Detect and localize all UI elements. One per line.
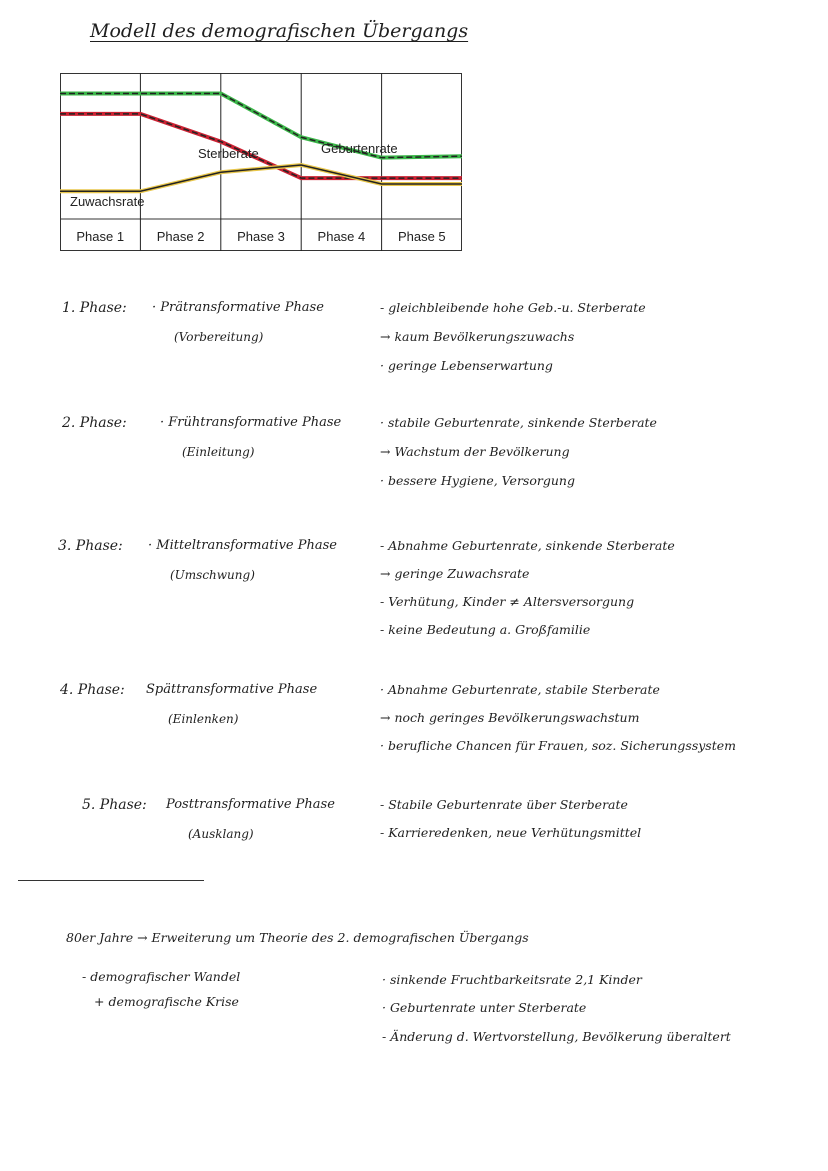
phase-name: 1. Phase: xyxy=(62,300,127,316)
phase-subtitle: (Vorbereitung) xyxy=(174,330,264,344)
phase-note: - gleichbleibende hohe Geb.-u. Sterberate xyxy=(380,300,646,315)
zuwachsrate-label: Zuwachsrate xyxy=(70,194,145,209)
demographic-transition-chart xyxy=(60,73,462,251)
bottom-left-item: - demografischer Wandel xyxy=(82,969,241,984)
phase-type: Posttransformative Phase xyxy=(166,797,335,812)
bottom-left-item: + demografische Krise xyxy=(94,994,239,1009)
phase-note: - Verhütung, Kinder ≠ Altersversorgung xyxy=(380,594,635,609)
phase-note: → noch geringes Bevölkerungswachstum xyxy=(380,710,640,725)
phase-subtitle: (Umschwung) xyxy=(170,568,255,582)
bottom-right-item: · sinkende Fruchtbarkeitsrate 2,1 Kinder xyxy=(382,972,642,987)
phase-note: · berufliche Chancen für Frauen, soz. Sicherungssystem xyxy=(380,738,736,753)
phase-note: - keine Bedeutung a. Großfamilie xyxy=(380,622,591,637)
phase-note: - Abnahme Geburtenrate, sinkende Sterberate xyxy=(380,538,675,553)
section-divider xyxy=(18,880,204,881)
phase-note: → Wachstum der Bevölkerung xyxy=(380,444,570,459)
phase-type: · Prätransformative Phase xyxy=(152,300,324,315)
phase-note: - Karrieredenken, neue Verhütungsmittel xyxy=(380,825,642,840)
phase-note: → geringe Zuwachsrate xyxy=(380,566,530,581)
phase-note: · geringe Lebenserwartung xyxy=(380,358,553,373)
x-tick-label: Phase 3 xyxy=(237,229,285,244)
x-tick-label: Phase 5 xyxy=(397,229,446,244)
phase-type: · Frühtransformative Phase xyxy=(160,415,342,430)
x-tick-label: Phase 4 xyxy=(317,229,366,244)
phase-type: · Mitteltransformative Phase xyxy=(148,538,337,553)
phase-subtitle: (Ausklang) xyxy=(188,827,254,841)
sterberate-label: Sterberate xyxy=(198,146,259,161)
phase-note: · Abnahme Geburtenrate, stabile Sterberate xyxy=(380,682,660,697)
x-tick-label: Phase 1 xyxy=(76,229,125,244)
phase-name: 2. Phase: xyxy=(62,415,127,431)
phase-name: 5. Phase: xyxy=(82,797,147,813)
bottom-right-item: · Geburtenrate unter Sterberate xyxy=(382,1000,587,1015)
phase-note: · stabile Geburtenrate, sinkende Sterberate xyxy=(380,415,657,430)
bottom-right-item: - Änderung d. Wertvorstellung, Bevölkerung überaltert xyxy=(382,1029,731,1044)
phase-subtitle: (Einlenken) xyxy=(168,712,239,726)
phase-note: → kaum Bevölkerungszuwachs xyxy=(380,329,575,344)
phase-name: 3. Phase: xyxy=(58,538,123,554)
phase-subtitle: (Einleitung) xyxy=(182,445,255,459)
geburtenrate-label: Geburtenrate xyxy=(321,141,398,156)
page-title: Modell des demografischen Übergangs xyxy=(90,20,469,42)
bottom-heading: 80er Jahre → Erweiterung um Theorie des 2. demografischen Übergangs xyxy=(66,930,529,945)
phase-name: 4. Phase: xyxy=(60,682,125,698)
phase-note: · bessere Hygiene, Versorgung xyxy=(380,473,575,488)
x-tick-label: Phase 2 xyxy=(156,229,205,244)
phase-note: - Stabile Geburtenrate über Sterberate xyxy=(380,797,628,812)
phase-type: Spättransformative Phase xyxy=(146,682,318,697)
